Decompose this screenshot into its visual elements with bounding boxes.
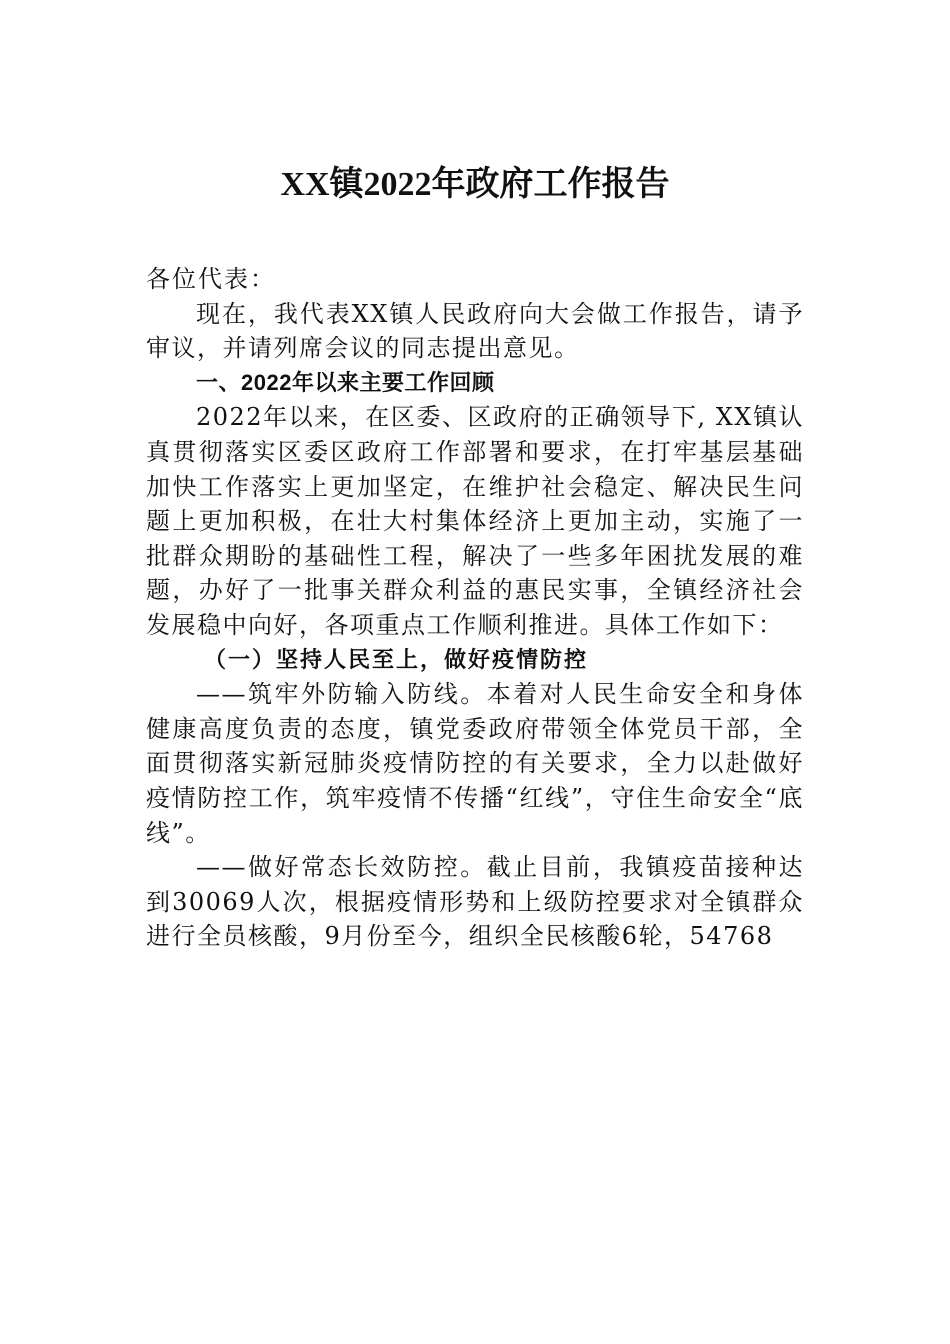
salutation: 各位代表： — [146, 265, 276, 293]
bullet-paragraph-2: ——做好常态长效防控。截止目前，我镇疫苗接种达到30069人次，根据疫情形势和上级防控要求对全镇群众进行全员核酸，9月份至今，组织全民核酸6轮，54768 — [146, 853, 804, 951]
bullet-paragraph-1: ——筑牢外防输入防线。本着对人民生命安全和身体健康高度负责的态度，镇党委政府带领全体党员干部，全面贯彻落实新冠肺炎疫情防控的有关要求，全力以赴做好疫情防控工作，筑牢疫情不传播“红线”，守住生命安全“底线”。 — [146, 680, 804, 847]
subsection-heading: （一）坚持人民至上，做好疫情防控 — [204, 646, 589, 673]
document-title: XX镇2022年政府工作报告 — [280, 166, 670, 203]
section-heading: 一、2022年以来主要工作回顾 — [196, 369, 495, 395]
document-body — [146, 160, 804, 954]
section-paragraph: 2022年以来，在区委、区政府的正确领导下, XX镇认真贯彻落实区委区政府工作部署和要求，在打牢基层基础加快工作落实上更加坚定，在维护社会稳定、解决民生问题上更加积极，在壮大村集体经济上更加主动，实施了一批群众期盼的基础性工程，解决了一些多年困扰发展的难题，办好了一批事关群众利益的惠民实事，全镇经济社会发展稳中向好，各项重点工作顺利推进。具体工作如下： — [146, 403, 804, 639]
intro-paragraph: 现在，我代表XX镇人民政府向大会做工作报告，请予审议，并请列席会议的同志提出意见。 — [146, 299, 804, 363]
